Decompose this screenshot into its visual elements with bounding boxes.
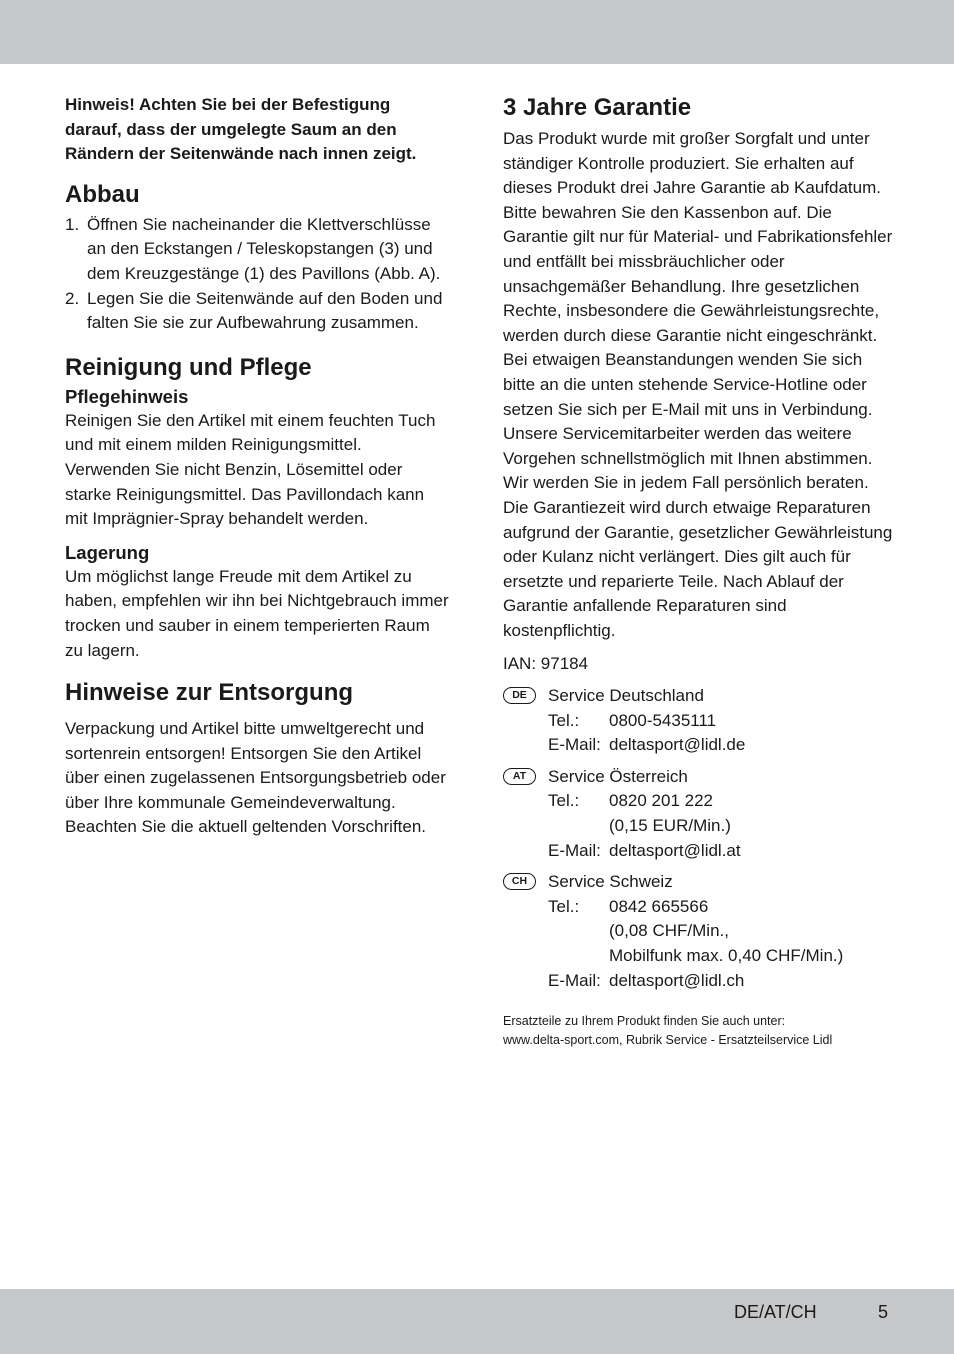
list-item [65,287,450,336]
abbau-steps [65,213,450,336]
service-phone-row [548,895,895,969]
pflegehinweis-subheading: Pflegehinweis [65,385,189,407]
country-badge-at: AT [503,768,536,785]
service-name: Service Schweiz [548,872,673,892]
phone-rate: (0,15 EUR/Min.) [609,816,731,836]
email-label: E-Mail: [548,840,601,860]
service-phone-row [548,789,895,838]
email-label: E-Mail: [548,735,601,755]
email-address: deltasport@lidl.ch [609,970,745,990]
entsorgung-heading: Hinweise zur Entsorgung [65,679,354,707]
phone-rate: (0,08 CHF/Min., [609,921,729,941]
service-switzerland [503,870,895,993]
step-text: Legen Sie die Seitenwände auf den Boden und falten Sie sie zur Aufbewahrung zusammen. [87,288,443,333]
service-germany [503,684,895,758]
ian-number: IAN: 97184 [503,654,589,674]
spare-parts-line: Ersatzteile zu Ihrem Produkt finden Sie auch unter: [503,1014,786,1029]
phone-rate-mobile: Mobilfunk max. 0,40 CHF/Min.) [609,946,844,965]
garantie-text: Das Produkt wurde mit großer Sorgfalt und unter ständiger Kontrolle produziert. Sie erhalten auf dieses Produkt drei Jahre Garantie ab Kaufdatum. Bitte bewahren Sie den Kassenbon auf. Die Garantie gilt nur für Material- und Fabrikationsfehler und entfällt bei missbräuchlicher oder unsachgemäßer Behandlung. Ihre gesetzlichen Rechte, insbesondere die Gewährleistungsrechte, werden durch diese Garantie nicht eingeschränkt. Bei etwaigen Beanstandungen wenden Sie sich bitte an die unten stehende Service-Hotline oder setzen Sie sich per E-Mail mit uns in Verbindung. Unsere Servicemitarbeiter werden das weitere Vorgehen schnellstmöglich mit Ihnen abstimmen. Wir werden Sie in jedem Fall persönlich beraten. Die Garantiezeit wird durch etwaige Reparaturen aufgrund der Garantie, gesetzlicher Gewährleistung oder Kulanz nicht verlängert. Dies gilt auch für ersetzte und reparierte Teile. Nach Ablauf der Garantie anfallende Reparaturen sind kostenpflichtig. [503,129,893,640]
service-name: Service Deutschland [548,686,704,706]
header-band [0,0,954,64]
reinigung-heading: Reinigung und Pflege [65,353,312,381]
page-number: 5 [878,1302,889,1322]
service-email-row [548,839,895,864]
mounting-note: Hinweis! Achten Sie bei der Befestigung darauf, dass der umgelegte Saum an den Rändern der Seitenwände nach innen zeigt. [65,95,417,164]
phone-label: Tel.: [548,791,580,811]
phone-number: 0842 665566 [609,896,709,916]
lagerung-text: Um möglichst lange Freude mit dem Artikel zu haben, empfehlen wir ihn bei Nichtgebrauch immer trocken und sauber in einem temperierten Raum zu lagern. [65,566,449,660]
email-address: deltasport@lidl.de [609,735,746,755]
email-address: deltasport@lidl.at [609,840,741,860]
list-item [65,213,450,287]
step-number: 2. [65,288,80,308]
country-badge-ch: CH [503,873,536,890]
service-name: Service Österreich [548,766,688,786]
spare-parts-note [503,1012,895,1050]
footer-region: DE/AT/CH [734,1302,817,1322]
step-text: Öffnen Sie nacheinander die Klettverschlüsse an den Eckstangen / Teleskopstangen (3) und dem Kreuzgestänge (1) des Pavillons (Abb. A). [87,214,441,283]
left-column [65,93,450,840]
country-badge-de: DE [503,687,536,704]
entsorgung-text: Verpackung und Artikel bitte umweltgerecht und sortenrein entsorgen! Entsorgen Sie den Artikel über einen zugelassenen Entsorgungsbetrieb oder über Ihre kommunale Gemeindeverwaltung. Beachten Sie die aktuell geltenden Vorschriften. [65,719,446,837]
pflegehinweis-text: Reinigen Sie den Artikel mit einem feuchten Tuch und mit einem milden Reinigungsmittel. Verwenden Sie nicht Benzin, Lösemittel oder starke Reinigungsmittel. Das Pavillondach kann mit Imprägnier-Spray behandelt werden. [65,410,436,529]
email-label: E-Mail: [548,970,601,990]
step-number: 1. [65,214,80,234]
spare-parts-url: www.delta-sport.com, Rubrik Service - Ersatzteilservice Lidl [503,1033,833,1048]
service-phone-row [548,709,895,734]
right-column [503,93,895,1050]
phone-label: Tel.: [548,710,580,730]
service-email-row [548,733,895,758]
service-austria [503,765,895,863]
phone-label: Tel.: [548,896,580,916]
lagerung-subheading: Lagerung [65,541,150,563]
phone-number: 0820 201 222 [609,791,713,811]
garantie-heading: 3 Jahre Garantie [503,94,692,121]
phone-number: 0800-5435111 [609,710,717,730]
abbau-heading: Abbau [65,180,140,208]
service-email-row [548,969,895,994]
